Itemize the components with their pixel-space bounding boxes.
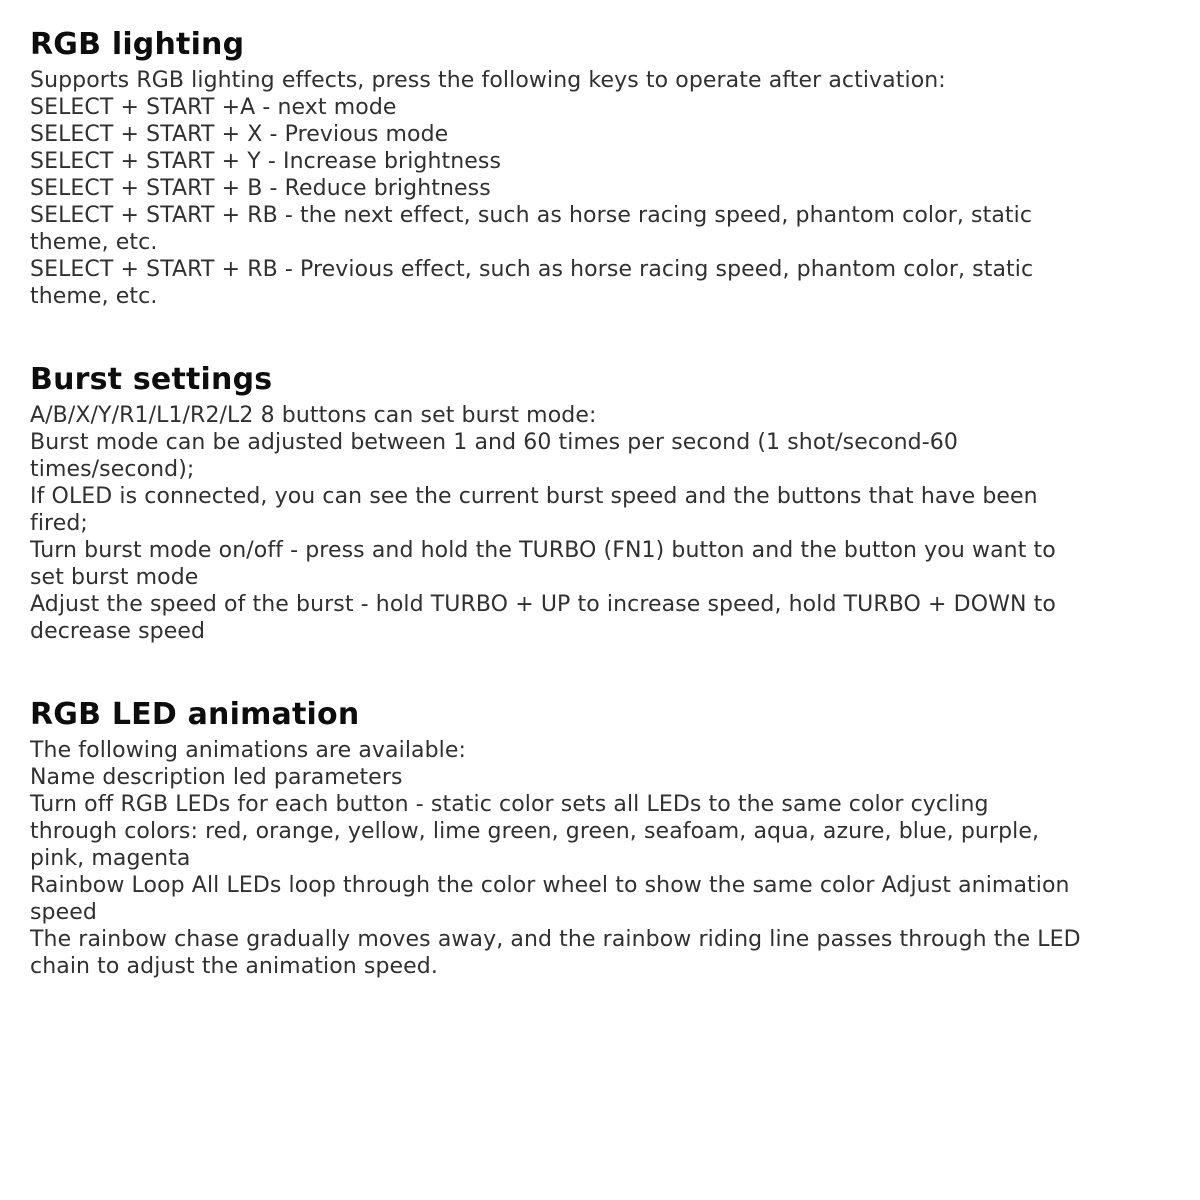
text-line: Name description led parameters — [30, 765, 403, 790]
section-burst-settings — [30, 362, 1170, 645]
text-line: theme, etc. — [30, 284, 158, 309]
text-line: Turn off RGB LEDs for each button - static color sets all LEDs to the same color cycling — [30, 792, 989, 817]
text-line: decrease speed — [30, 619, 206, 644]
text-line: Burst mode can be adjusted between 1 and 60 times per second (1 shot/second-60 — [30, 430, 958, 455]
text-line: The following animations are available: — [30, 738, 467, 763]
text-line: The rainbow chase gradually moves away, and the rainbow riding line passes through the LED — [30, 927, 1081, 952]
section-heading-rgb-led-animation: RGB LED animation — [30, 697, 360, 732]
text-line: Supports RGB lighting effects, press the following keys to operate after activation: — [30, 68, 946, 93]
section-heading-burst-settings: Burst settings — [30, 362, 273, 397]
document-content — [30, 27, 1170, 980]
text-line: SELECT + START + Y - Increase brightness — [30, 149, 502, 174]
text-line: A/B/X/Y/R1/L1/R2/L2 8 buttons can set burst mode: — [30, 403, 597, 428]
text-line: fired; — [30, 511, 88, 536]
section-rgb-lighting — [30, 27, 1170, 310]
section-rgb-led-animation — [30, 697, 1170, 980]
text-line: times/second); — [30, 457, 195, 482]
section-heading-rgb-lighting: RGB lighting — [30, 27, 245, 62]
text-line: SELECT + START +A - next mode — [30, 95, 397, 120]
text-line: SELECT + START + B - Reduce brightness — [30, 176, 491, 201]
text-line: set burst mode — [30, 565, 199, 590]
text-line: chain to adjust the animation speed. — [30, 954, 438, 979]
text-line: SELECT + START + RB - Previous effect, such as horse racing speed, phantom color, static — [30, 257, 1034, 282]
text-line: SELECT + START + RB - the next effect, such as horse racing speed, phantom color, static — [30, 203, 1033, 228]
text-line: speed — [30, 900, 97, 925]
text-line: SELECT + START + X - Previous mode — [30, 122, 449, 147]
text-line: Rainbow Loop All LEDs loop through the color wheel to show the same color Adjust animation — [30, 873, 1070, 898]
text-line: through colors: red, orange, yellow, lime green, green, seafoam, aqua, azure, blue, purple, — [30, 819, 1040, 844]
text-line: Adjust the speed of the burst - hold TURBO + UP to increase speed, hold TURBO + DOWN to — [30, 592, 1056, 617]
text-line: Turn burst mode on/off - press and hold the TURBO (FN1) button and the button you want to — [30, 538, 1056, 563]
text-line: pink, magenta — [30, 846, 191, 871]
text-line: If OLED is connected, you can see the current burst speed and the buttons that have been — [30, 484, 1038, 509]
text-line: theme, etc. — [30, 230, 158, 255]
